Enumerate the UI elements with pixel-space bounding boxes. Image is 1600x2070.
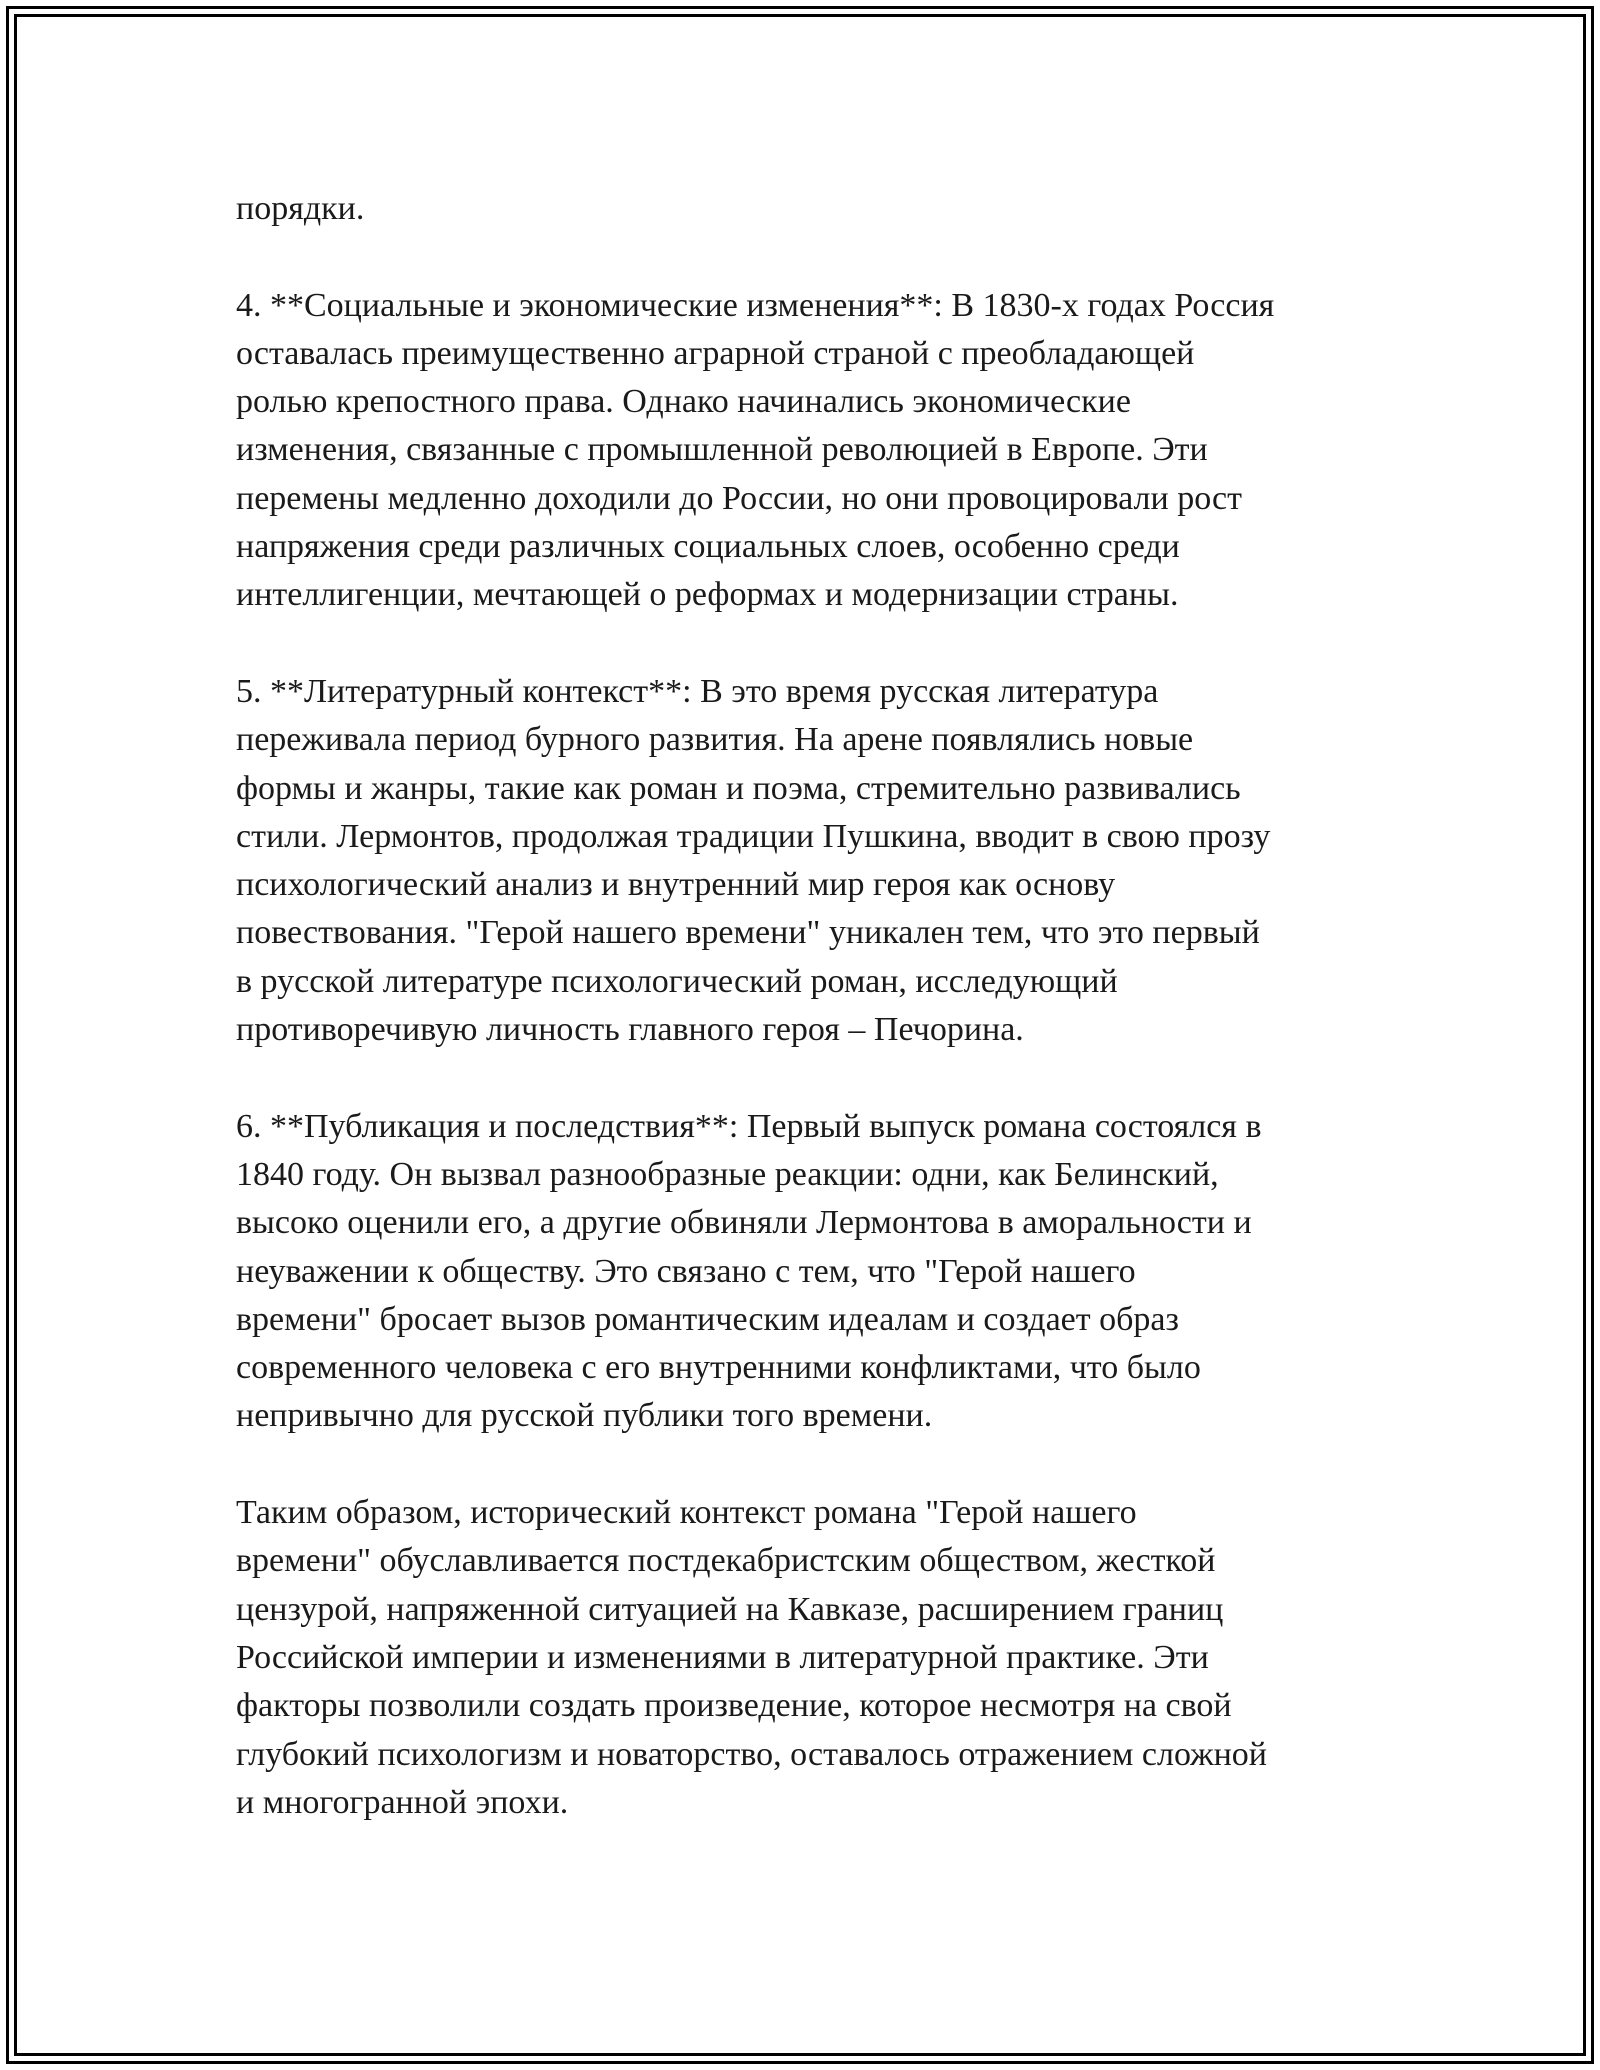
paragraph-literary-context: 5. **Литературный контекст**: В это время русская литература переживала период бурного развития. На арене появлялись новые формы и жанры, такие как роман и поэма, стремительно развивались стили. Лермонтов, продолжая традиции Пушкина, вводит в свою прозу психологический анализ и внутренний мир героя как основу повествования. "Герой нашего времени" уникален тем, что это первый в русской литературе психологический роман, исследующий противоречивую личность главного героя – Печорина. [236, 672, 1271, 1049]
paragraph-continuation: порядки. [236, 190, 365, 227]
paragraph-publication-consequences: 6. **Публикация и последствия**: Первый выпуск романа состоялся в 1840 году. Он вызвал разнообразные реакции: одни, как Белинский, высоко оценили его, а другие обвиняли Лермонтова в аморальности и неуважении к обществу. Это связано с тем, что "Герой нашего времени" бросает вызов романтическим идеалам и создает образ современного человека с его внутренними конфликтами, что было непривычно для русской публики того времени. [236, 1107, 1262, 1435]
document-body [236, 185, 1376, 1875]
paragraph-conclusion: Таким образом, исторический контекст романа "Герой нашего времени" обуславливается постдекабристским обществом, жесткой цензурой, напряженной ситуацией на Кавказе, расширением границ Российской империи и изменениями в литературной практике. Эти факторы позволили создать произведение, которое несмотря на свой глубокий психологизм и новаторство, оставалось отражением сложной и многогранной эпохи. [236, 1494, 1267, 1821]
paragraph-social-economic-changes: 4. **Социальные и экономические изменения**: В 1830-х годах Россия оставалась преимущественно аграрной страной с преобладающей ролью крепостного права. Однако начинались экономические изменения, связанные с промышленной революцией в Европе. Эти перемены медленно доходили до России, но они провоцировали рост напряжения среди различных социальных слоев, особенно среди интеллигенции, мечтающей о реформах и модернизации страны. [236, 286, 1275, 614]
